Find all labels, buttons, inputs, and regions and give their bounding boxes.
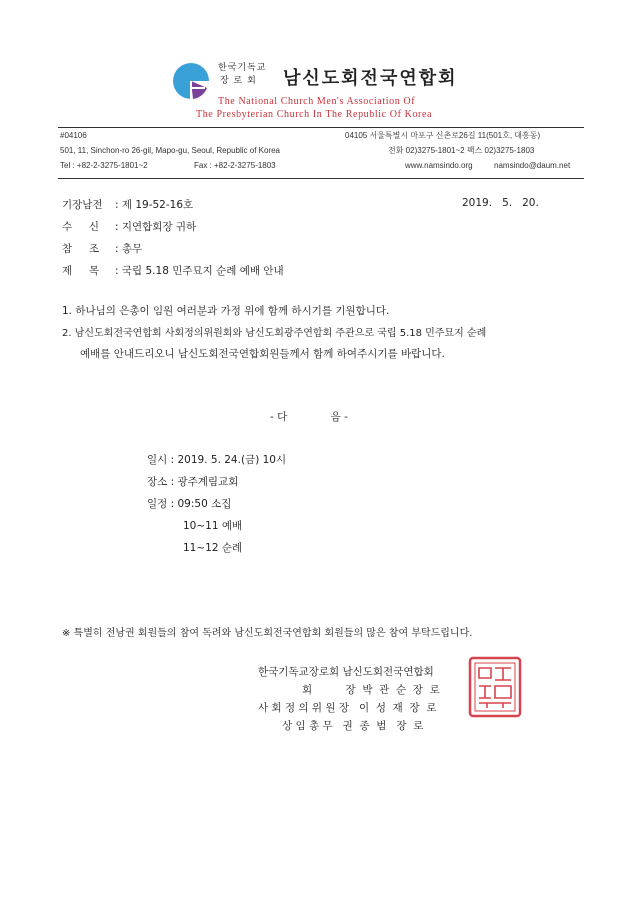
- signature-president: 회 장 박 관 순 장 로: [302, 684, 440, 696]
- subject-value: : 국립 5.18 민주묘지 순례 예배 안내: [115, 265, 284, 277]
- org-name-small-bottom: 장 로 회: [220, 76, 257, 86]
- org-name-small-top: 한국기독교: [218, 63, 267, 73]
- signature-committee-chair: 사 회 정 의 위 원 장 이 성 재 장 로: [258, 702, 437, 714]
- postal-code-en: #04106: [60, 131, 87, 140]
- recipient-value: : 지연합회장 귀하: [115, 221, 197, 233]
- address-ko: 04105 서울특별시 마포구 신촌로26길 11(501호, 대흥동): [345, 131, 541, 140]
- fax-en: Fax : +82-2-3275-1803: [194, 161, 276, 170]
- address-en: 501, 11, Sinchon-ro 26-gil, Mapo-gu, Seoul, Republic of Korea: [60, 146, 280, 155]
- event-schedule-pilgrimage: 11~12 순례: [183, 542, 243, 554]
- doc-number-label: 기장남전: [62, 199, 103, 211]
- org-name-english-line1: The National Church Men's Association Of: [218, 96, 416, 107]
- signature-org: 한국기독교장로회 남신도회전국연합회: [258, 666, 434, 678]
- doc-date: 2019. 5. 20.: [462, 197, 539, 209]
- church-logo-icon: [171, 61, 211, 101]
- header-rule-top: [58, 127, 584, 128]
- org-name-english-line2: The Presbyterian Church In The Republic Of Korea: [196, 109, 433, 120]
- phone-ko: 전화 02)3275-1801~2 팩스 02)3275-1803: [388, 146, 535, 155]
- org-name-main: 남신도회전국연합회: [283, 68, 458, 89]
- website-link[interactable]: www.namsindo.org: [405, 161, 473, 170]
- event-datetime: 일시 : 2019. 5. 24.(금) 10시: [147, 454, 287, 466]
- event-schedule-gathering: 일정 : 09:50 소집: [147, 498, 232, 510]
- tel-en: Tel : +82-2-3275-1801~2: [60, 161, 148, 170]
- section-title: - 다 음 -: [270, 411, 348, 423]
- event-location: 장소 : 광주계림교회: [147, 476, 239, 488]
- email-link[interactable]: namsindo@daum.net: [494, 161, 571, 170]
- event-schedule-worship: 10~11 예배: [183, 520, 243, 532]
- recipient-label: 수 신: [62, 221, 99, 233]
- subject-label: 제 목: [62, 265, 99, 277]
- paragraph-2-line-1: 2. 남신도회전국연합회 사회정의위원회와 남신도회광주연합회 주관으로 국립 5.18 민주묘지 순례: [62, 328, 487, 339]
- reference-value: : 총무: [115, 243, 143, 255]
- official-seal-icon: [468, 656, 522, 718]
- signature-general-secretary: 상 임 총 무 권 종 범 장 로: [282, 720, 424, 732]
- paragraph-1: 1. 하나님의 은총이 임원 여러분과 가정 위에 함께 하시기를 기원합니다.: [62, 305, 390, 317]
- paragraph-2-line-2: 예배를 안내드리오니 남신도회전국연합회원들께서 함께 하여주시기를 바랍니다.: [80, 348, 445, 360]
- doc-number-value: : 제 19-52-16호: [115, 199, 194, 211]
- closing-note: ※ 특별히 전남권 회원들의 참여 독려와 남신도회전국연합회 회원들의 많은 참여 부탁드립니다.: [62, 628, 473, 639]
- reference-label: 참 조: [62, 243, 99, 255]
- header-rule-bottom: [58, 178, 584, 179]
